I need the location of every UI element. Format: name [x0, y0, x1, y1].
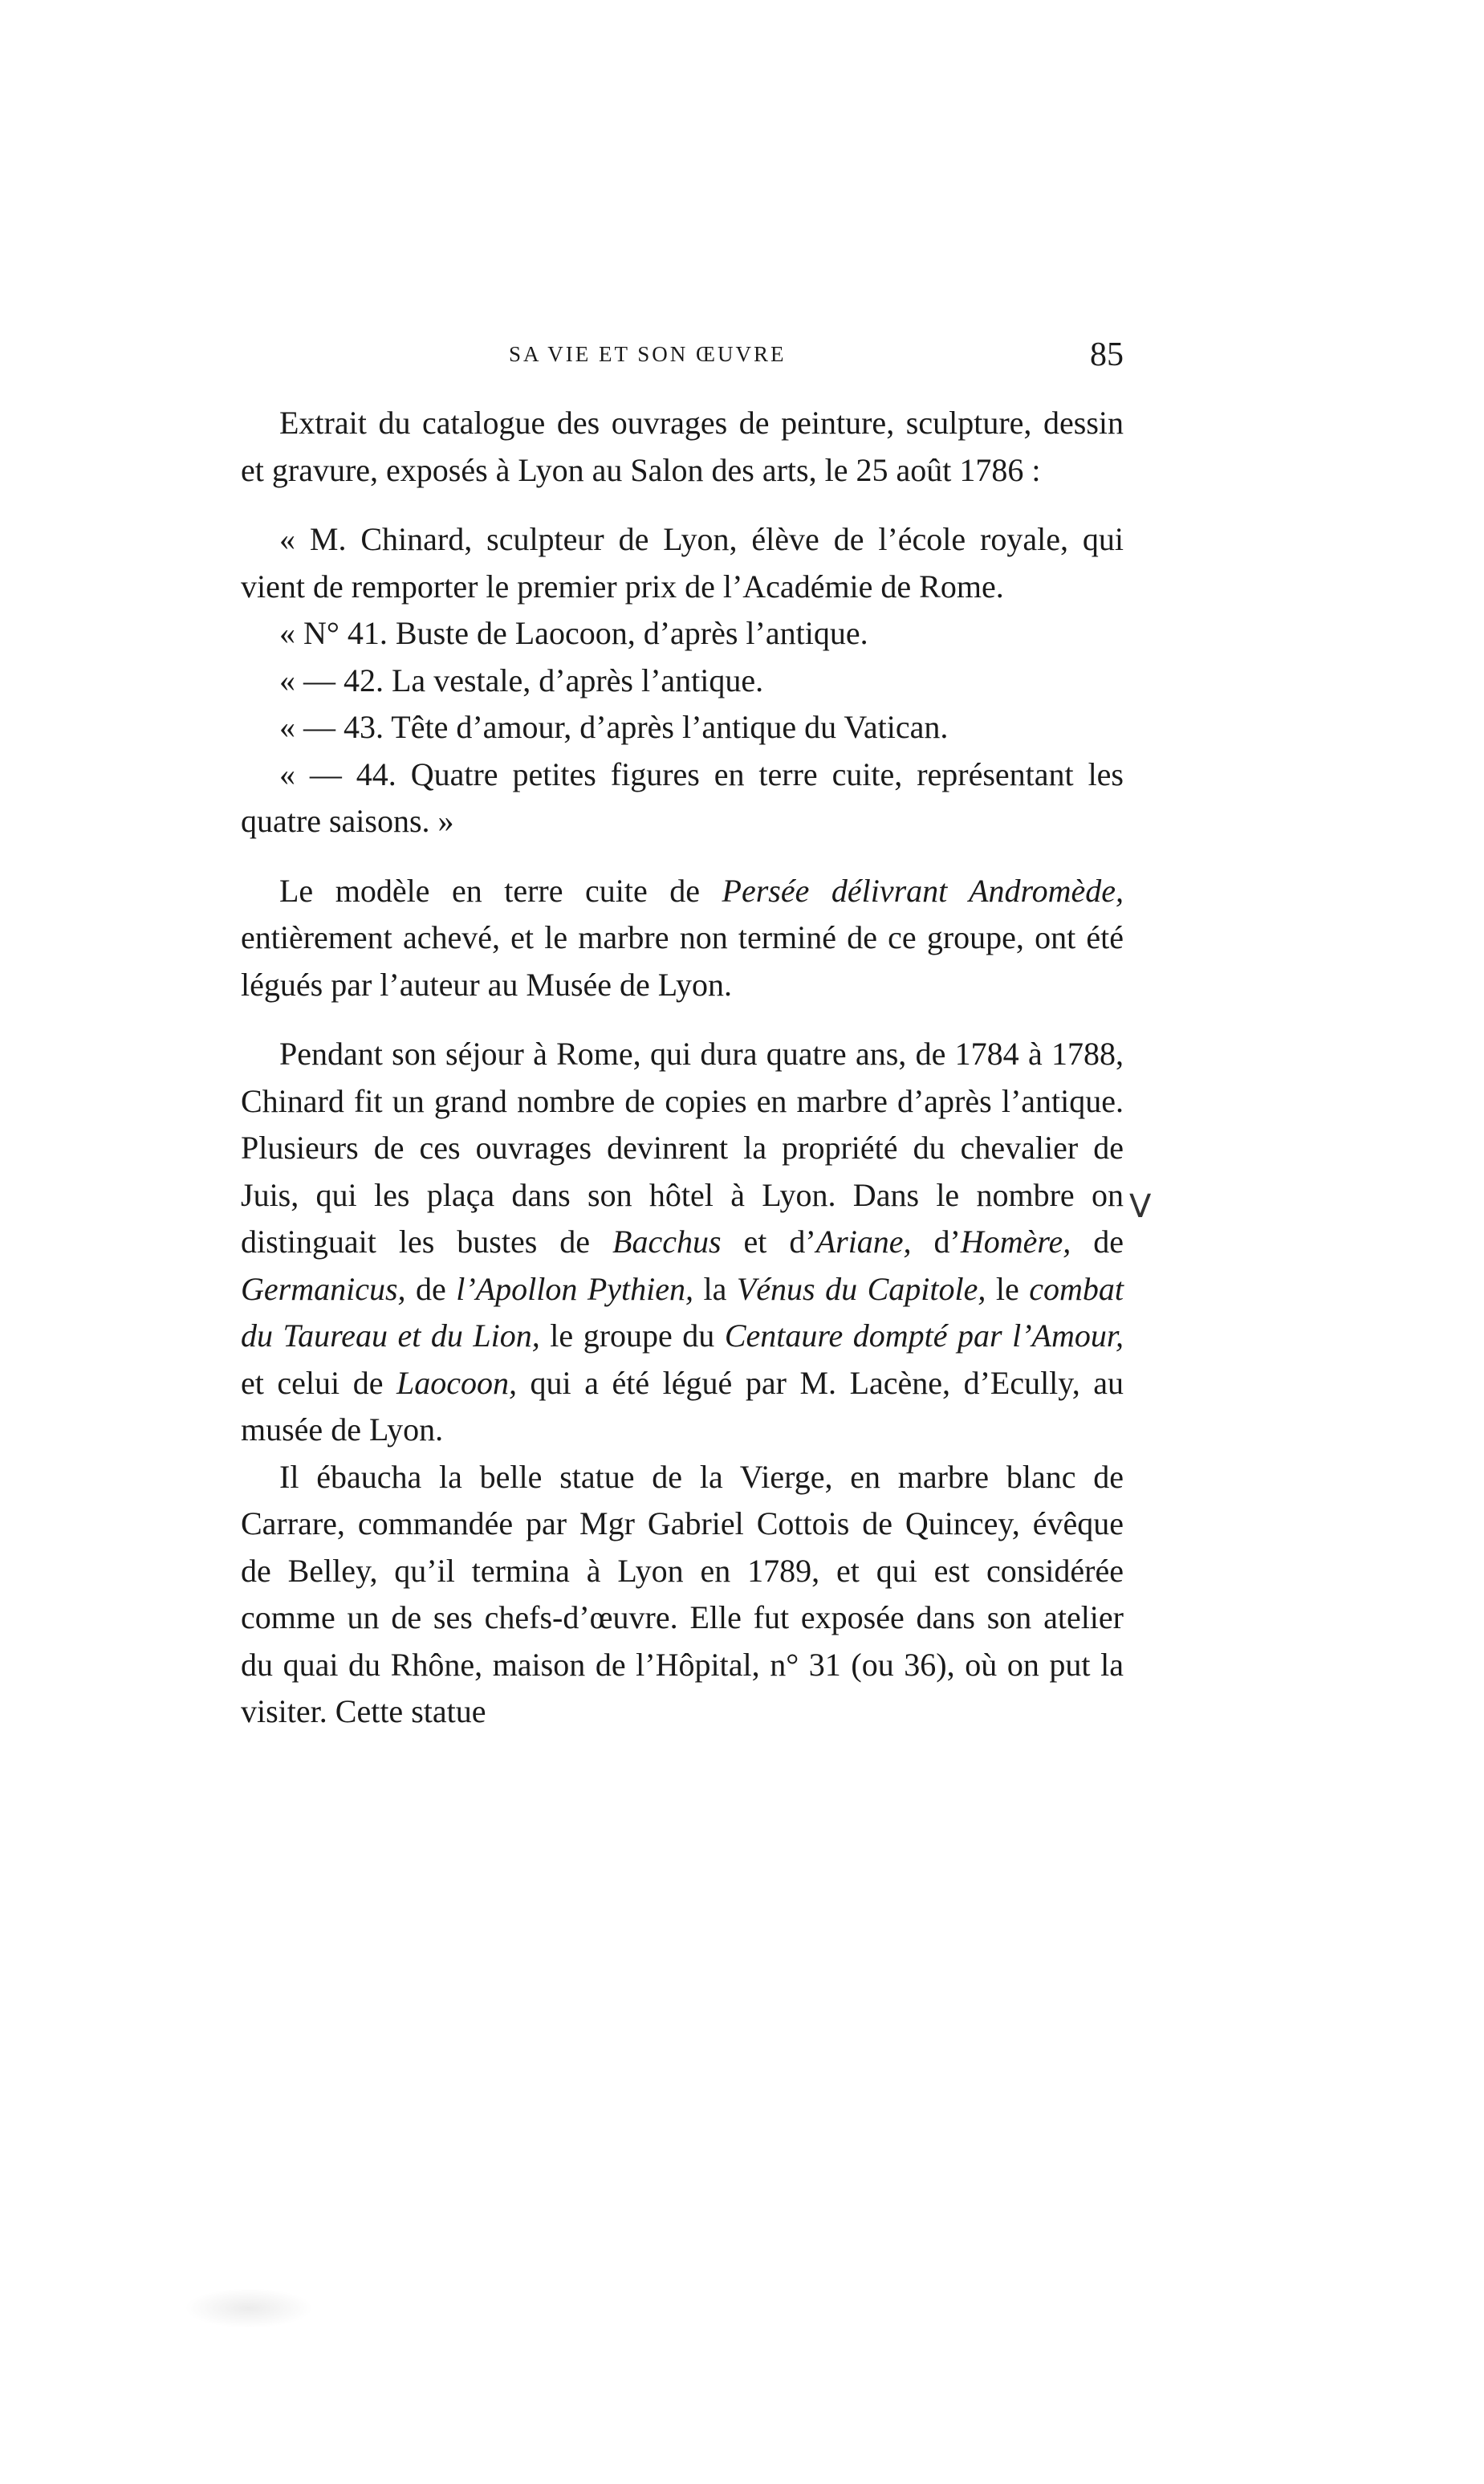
text-run: le	[986, 1270, 1030, 1307]
artwork-title: Homère,	[960, 1224, 1071, 1260]
text-run: entièrement achevé, et le marbre non terminé de ce groupe, ont été légués par l’auteur au Musée de Lyon.	[241, 919, 1124, 1003]
text-run: d’	[911, 1224, 961, 1260]
catalogue-entry: « — 43. Tête d’amour, d’après l’antique du Vatican.	[279, 709, 949, 745]
text-run: Le modèle en terre cuite de	[279, 872, 722, 909]
artwork-title: Centaure dompté par l’Amour,	[724, 1317, 1124, 1354]
artwork-title: Vénus du Capitole,	[736, 1270, 986, 1307]
text-run: et celui de	[241, 1364, 396, 1401]
catalogue-entry: « — 44. Quatre petites figures en terre cuite, représentant les quatre saisons. »	[241, 755, 1124, 839]
perse-paragraph	[241, 868, 1124, 1009]
running-title: SA VIE ET SON ŒUVRE	[509, 342, 787, 366]
artwork-title: combat du Taureau et du Lion,	[241, 1270, 1124, 1354]
catalogue-entry: « — 42. La vestale, d’après l’antique.	[279, 662, 764, 698]
artwork-title: Laocoon,	[396, 1364, 517, 1401]
margin-check-mark: V	[1129, 1188, 1152, 1225]
body-text	[241, 400, 1124, 1736]
artwork-title: Ariane,	[815, 1224, 912, 1260]
vierge-paragraph: Il ébaucha la belle statue de la Vierge, en marbre blanc de Carrare, commandée par Mgr Gabriel Cottois de Quincey, évêque de Belley, qu’il termina à Lyon en 1789, et qui est considérée comme un de ses chefs-d’œuvre. Elle fut exposée dans son atelier du quai du Rhône, maison de l’Hôpital, n° 31 (ou 36), où on put la visiter. Cette statue	[241, 1458, 1124, 1729]
page-header	[241, 336, 1124, 384]
paper-stain	[185, 2288, 313, 2328]
text-run: qui a été légué par M. Lacène, d’Ecully, au musée de Lyon.	[241, 1364, 1124, 1448]
text-run: le groupe du	[539, 1317, 725, 1354]
text-run: la	[693, 1270, 737, 1307]
rome-paragraph	[241, 1031, 1124, 1454]
artwork-title: Germanicus,	[241, 1270, 406, 1307]
artwork-title: Bacchus	[612, 1224, 722, 1260]
text-run: et d’	[721, 1224, 816, 1260]
intro-paragraph: Extrait du catalogue des ouvrages de peinture, sculpture, dessin et gravure, exposés à Lyon au Salon des arts, le 25 août 1786 :	[241, 405, 1124, 488]
quote-paragraph: « M. Chinard, sculpteur de Lyon, élève de l’école royale, qui vient de remporter le premier prix de l’Académie de Rome.	[241, 521, 1124, 605]
text-run: de	[405, 1270, 457, 1307]
artwork-title: l’Apollon Pythien,	[456, 1270, 694, 1307]
catalogue-entry: « N° 41. Buste de Laocoon, d’après l’antique.	[279, 615, 868, 651]
artwork-title: Persée délivrant Andromède,	[722, 872, 1124, 909]
page-number: 85	[1090, 336, 1124, 373]
text-run: Pendant son séjour à Rome, qui dura quatre ans, de 1784 à 1788, Chinard fit un grand nombre de copies en marbre d’après l’antique. Plusieurs de ces ouvrages devinrent la propriété du chevalier de Juis, qui les plaça dans son hôtel à Lyon. Dans le nombre on distinguait les bustes de	[241, 1036, 1124, 1260]
text-run: de	[1071, 1224, 1124, 1260]
